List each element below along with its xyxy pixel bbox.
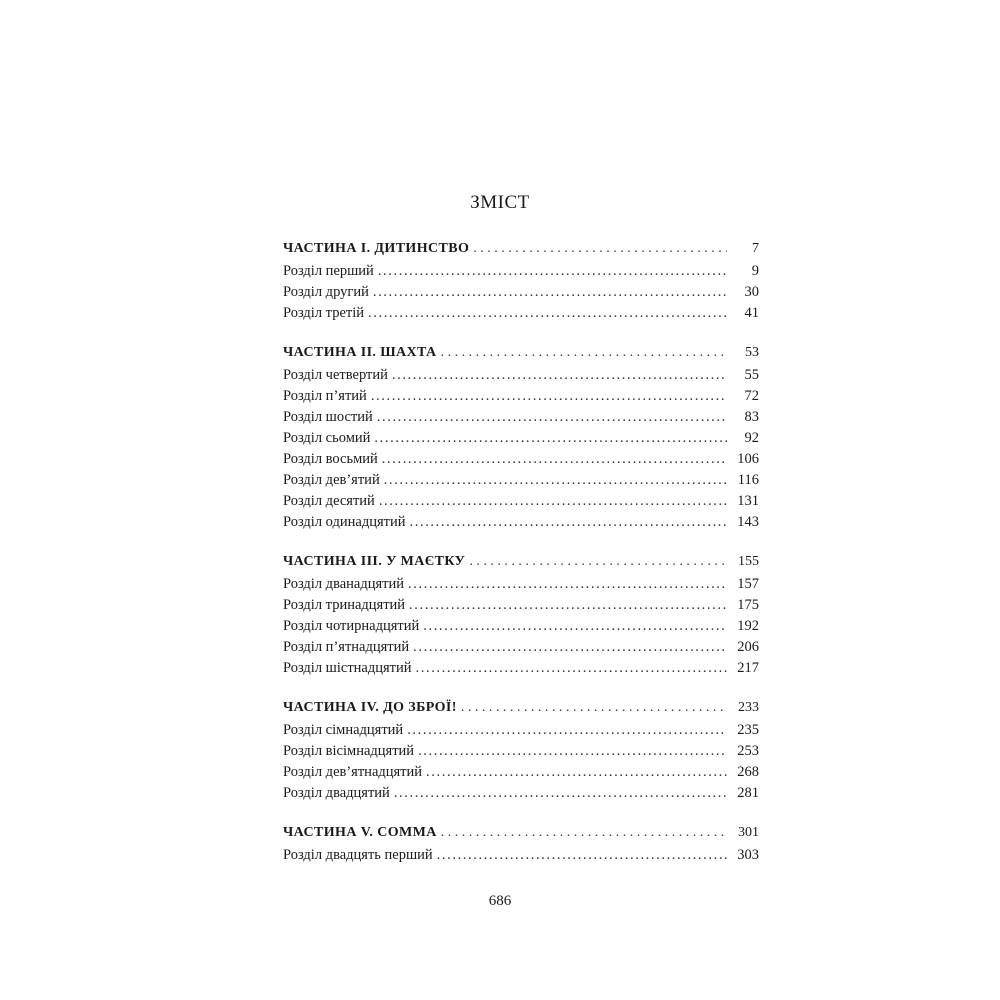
toc-chapter-label: Розділ двадцятий: [283, 785, 390, 801]
dot-leader: [437, 845, 727, 866]
toc-chapter-page: 175: [737, 597, 759, 613]
dot-leader: [394, 783, 727, 804]
toc-chapter-label: Розділ вісімнадцятий: [283, 743, 415, 759]
dot-leader: [408, 574, 727, 595]
toc-chapter-label: Розділ дев’ятнадцятий: [283, 764, 423, 780]
dot-leader: [413, 637, 727, 658]
toc-chapter[interactable]: [283, 741, 759, 762]
toc-chapter-label: Розділ тринадцятий: [283, 597, 406, 613]
toc-chapter-page: 253: [737, 743, 759, 759]
dot-leader: [368, 303, 727, 324]
toc-part: [283, 822, 759, 866]
toc-chapter-label: Розділ десятий: [283, 493, 375, 509]
toc-chapter-page: 116: [737, 472, 759, 488]
toc-part-heading-label: ЧАСТИНА І. ДИТИНСТВО: [283, 241, 470, 256]
toc-chapter-page: 235: [737, 722, 759, 738]
toc-chapter-label: Розділ четвертий: [283, 367, 388, 383]
toc-chapter[interactable]: [283, 470, 759, 491]
toc-chapter-label: Розділ одинадцятий: [283, 514, 406, 530]
toc-part: [283, 238, 759, 324]
dot-leader: [371, 386, 727, 407]
toc-chapter[interactable]: [283, 658, 759, 679]
toc-chapter-label: Розділ третій: [283, 305, 365, 321]
dot-leader: [392, 365, 727, 386]
table-of-contents: [283, 238, 759, 884]
toc-chapter-page: 143: [737, 514, 759, 530]
dot-leader: [378, 261, 727, 282]
toc-chapter[interactable]: [283, 637, 759, 658]
dot-leader: [410, 512, 727, 533]
toc-part-heading[interactable]: [283, 238, 759, 259]
toc-chapter-page: 41: [744, 305, 759, 321]
dot-leader: [441, 342, 727, 363]
toc-chapter-page: 9: [751, 263, 759, 279]
toc-chapter-label: Розділ дев’ятий: [283, 472, 380, 488]
dot-leader: [461, 697, 727, 718]
toc-chapter-page: 217: [737, 660, 759, 676]
dot-leader: [377, 407, 727, 428]
toc-chapter[interactable]: [283, 595, 759, 616]
toc-chapter[interactable]: [283, 845, 759, 866]
toc-part: [283, 697, 759, 804]
toc-chapter-label: Розділ двадцять перший: [283, 847, 433, 863]
toc-part-heading[interactable]: [283, 551, 759, 572]
toc-chapter-page: 106: [737, 451, 759, 467]
toc-chapter[interactable]: [283, 407, 759, 428]
dot-leader: [409, 595, 727, 616]
toc-part-heading-page: 7: [752, 241, 759, 256]
toc-chapter-label: Розділ другий: [283, 284, 369, 300]
dot-leader: [473, 238, 727, 259]
dot-leader: [374, 428, 727, 449]
toc-chapter-page: 281: [737, 785, 759, 801]
dot-leader: [407, 720, 727, 741]
toc-chapter[interactable]: [283, 783, 759, 804]
toc-part-heading-page: 53: [745, 345, 759, 360]
toc-chapter-page: 92: [744, 430, 759, 446]
dot-leader: [423, 616, 727, 637]
toc-chapter-page: 303: [737, 847, 759, 863]
toc-part: [283, 551, 759, 679]
toc-chapter-page: 157: [737, 576, 759, 592]
page-number: 686: [488, 893, 512, 909]
toc-part-heading-label: ЧАСТИНА V. COMMA: [283, 825, 437, 840]
toc-chapter-label: Розділ сімнадцятий: [283, 722, 404, 738]
toc-chapter-page: 83: [744, 409, 759, 425]
toc-chapter[interactable]: [283, 365, 759, 386]
toc-part: [283, 342, 759, 533]
toc-chapter[interactable]: [283, 449, 759, 470]
toc-chapter[interactable]: [283, 720, 759, 741]
toc-chapter-page: 192: [737, 618, 759, 634]
toc-part-heading[interactable]: [283, 822, 759, 843]
dot-leader: [418, 741, 727, 762]
toc-part-heading[interactable]: [283, 342, 759, 363]
toc-part-heading-page: 233: [738, 700, 759, 715]
toc-chapter[interactable]: [283, 282, 759, 303]
toc-part-heading[interactable]: [283, 697, 759, 718]
dot-leader: [469, 551, 727, 572]
dot-leader: [441, 822, 727, 843]
toc-chapter-page: 72: [744, 388, 759, 404]
toc-part-heading-label: ЧАСТИНА IV. ДО ЗБРОЇ!: [283, 700, 457, 715]
toc-chapter[interactable]: [283, 428, 759, 449]
toc-chapter[interactable]: [283, 491, 759, 512]
toc-chapter[interactable]: [283, 386, 759, 407]
toc-chapter-label: Розділ шістнадцятий: [283, 660, 412, 676]
dot-leader: [373, 282, 727, 303]
dot-leader: [416, 658, 727, 679]
toc-chapter-label: Розділ сьомий: [283, 430, 371, 446]
dot-leader: [379, 491, 727, 512]
toc-part-heading-label: ЧАСТИНА ІІ. ШАХТА: [283, 345, 437, 360]
toc-chapter-label: Розділ перший: [283, 263, 374, 279]
toc-chapter-label: Розділ восьмий: [283, 451, 378, 467]
toc-chapter-label: Розділ п’ятнадцятий: [283, 639, 410, 655]
toc-chapter-page: 206: [737, 639, 759, 655]
dot-leader: [382, 449, 727, 470]
toc-chapter-page: 131: [737, 493, 759, 509]
dot-leader: [384, 470, 727, 491]
toc-chapter-label: Розділ шостий: [283, 409, 373, 425]
toc-chapter-page: 268: [737, 764, 759, 780]
toc-chapter[interactable]: [283, 261, 759, 282]
toc-chapter[interactable]: [283, 303, 759, 324]
page-title: ЗМІСТ: [470, 192, 530, 213]
toc-part-heading-page: 155: [738, 554, 759, 569]
toc-part-heading-label: ЧАСТИНА ІІІ. У МАЄТКУ: [283, 554, 466, 569]
toc-chapter-page: 55: [744, 367, 759, 383]
toc-chapter-page: 30: [744, 284, 759, 300]
toc-part-heading-page: 301: [738, 825, 759, 840]
toc-chapter-label: Розділ п’ятий: [283, 388, 367, 404]
toc-chapter-label: Розділ дванадцятий: [283, 576, 405, 592]
toc-chapter[interactable]: [283, 574, 759, 595]
toc-chapter[interactable]: [283, 616, 759, 637]
dot-leader: [426, 762, 727, 783]
toc-chapter[interactable]: [283, 512, 759, 533]
toc-chapter-label: Розділ чотирнадцятий: [283, 618, 420, 634]
toc-chapter[interactable]: [283, 762, 759, 783]
